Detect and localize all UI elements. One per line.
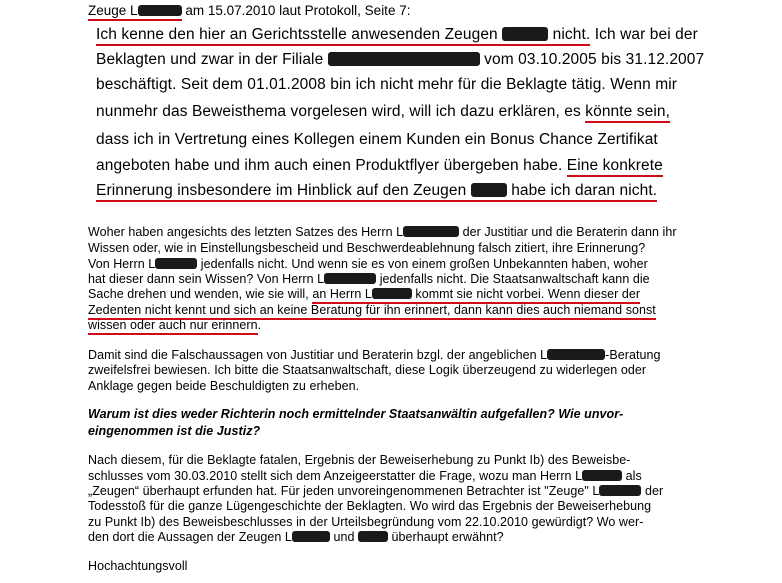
- question-line: Warum ist dies weder Richterin noch ermittelnder Staatsanwältin aufgefallen? Wie unvor-: [88, 407, 624, 421]
- text-line: zu Punkt Ib) des Beweisbeschlusses in der Urteilsbegründung vom 22.10.2010 gewürdigt? Wo wer-: [88, 515, 644, 529]
- heading-text: am 15.07.2010 laut Protokoll, Seite 7:: [185, 3, 411, 18]
- closing-line: Hochachtungsvoll: [88, 559, 188, 573]
- text-line: „Zeugen“ überhaupt erfunden hat. Für jeden unvoreingenommenen Betrachter ist "Zeuge" L der: [88, 484, 664, 498]
- text-line: den dort die Aussagen der Zeugen L und überhaupt erwähnt?: [88, 530, 504, 544]
- text-line: Todesstoß für die ganze Lügengeschichte der Beklagten. Wo wird das Ergebnis der Beweiserhebung: [88, 499, 652, 513]
- redaction-bar: [502, 27, 548, 41]
- redaction-bar: [292, 531, 330, 542]
- quote-line: nunmehr das Beweisthema vorgelesen wird, will ich dazu erklären, es könnte sein,: [96, 103, 670, 121]
- witness-heading: [88, 3, 410, 18]
- text-line: zweifelsfrei bewiesen. Ich bitte die Staatsanwaltschaft, diese Logik überzeugend zu widerlegen oder: [88, 363, 647, 377]
- text-line: Damit sind die Falschaussagen von Justitiar und Beraterin bzgl. der angeblichen L -Beratung: [88, 348, 661, 362]
- quote-line: Erinnerung insbesondere im Hinblick auf den Zeugen habe ich daran nicht.: [96, 182, 657, 200]
- highlight-koennte: könnte sein,: [585, 103, 670, 123]
- quote-line: Beklagten und zwar in der Filiale vom 03.10.2005 bis 31.12.2007: [96, 51, 705, 68]
- quote-line: beschäftigt. Seit dem 01.01.2008 bin ich nicht mehr für die Beklagte tätig. Wenn mir: [96, 76, 678, 93]
- text-line: wissen oder auch nur erinnern.: [88, 318, 261, 332]
- text-line: Anklage gegen beide Beschuldigten zu erheben.: [88, 379, 360, 393]
- text-line: Wissen oder, wie in Einstellungsbescheid und Beschwerdeablehnung falsch zitiert, ihre Erinnerung?: [88, 241, 646, 255]
- quote-line: Ich kenne den hier an Gerichtsstelle anwesenden Zeugen nicht. Ich war bei der: [96, 26, 698, 44]
- redaction-bar: [372, 288, 412, 299]
- text-line: Von Herrn L jedenfalls nicht. Und wenn sie es von einem großen Unbekannten haben, woher: [88, 257, 648, 271]
- witness-name: Zeuge L: [88, 3, 182, 21]
- redaction-bar: [547, 349, 605, 360]
- text-line: hat dieser dann sein Wissen? Von Herrn L jedenfalls nicht. Die Staatsanwaltschaft kann die: [88, 272, 650, 286]
- question-line: eingenommen ist die Justiz?: [88, 424, 261, 438]
- redaction-bar: [358, 531, 388, 542]
- text-line: Zedenten nicht kennt und sich an keine Beratung für ihn erinnert, dann kann dies auch niemand sonst: [88, 303, 656, 317]
- quote-line: dass ich in Vertretung eines Kollegen einem Kunden ein Bonus Chance Zertifikat: [96, 131, 658, 148]
- text-line: Sache drehen und wenden, wie sie will, an Herrn L kommt sie nicht vorbei. Wenn dieser der: [88, 287, 640, 301]
- quote-line: angeboten habe und ihm auch einen Produktflyer übergeben habe. Eine konkrete: [96, 157, 663, 175]
- redaction-bar: [138, 5, 182, 16]
- redaction-bar: [599, 485, 641, 496]
- redaction-bar: [403, 226, 459, 237]
- redaction-bar: [471, 183, 507, 197]
- redaction-bar: [155, 258, 197, 269]
- redaction-bar: [324, 273, 376, 284]
- text-line: Woher haben angesichts des letzten Satzes des Herrn L der Justitiar und die Beraterin dann ihr: [88, 225, 677, 239]
- text-line: schlusses vom 30.03.2010 stellt sich dem Anzeigeerstatter die Frage, wozu man Herrn L als: [88, 469, 642, 483]
- redaction-bar: [328, 52, 480, 66]
- redaction-bar: [582, 470, 622, 481]
- text-line: Nach diesem, für die Beklagte fatalen, Ergebnis der Beweiserhebung zu Punkt Ib) des Beweisbe-: [88, 453, 631, 467]
